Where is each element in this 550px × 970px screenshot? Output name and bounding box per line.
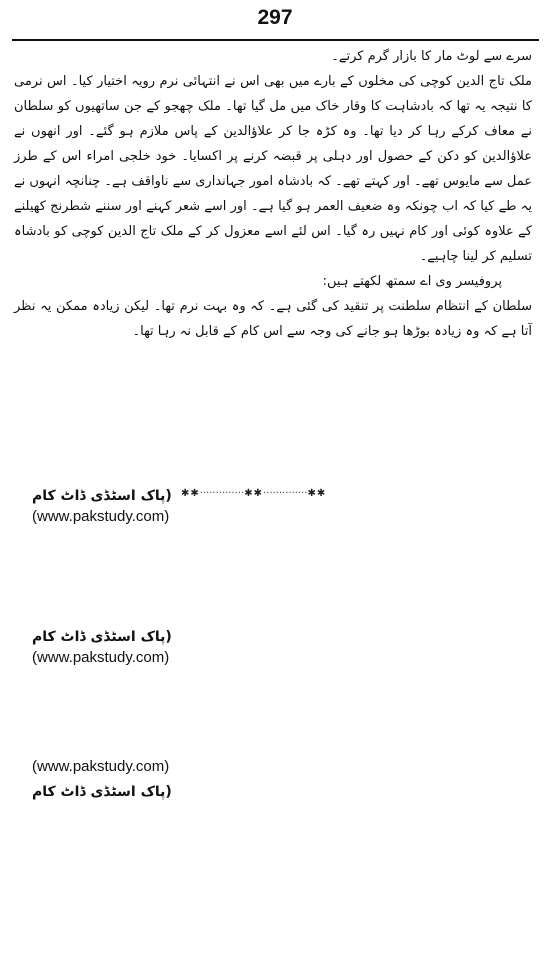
body-text: [14, 44, 532, 344]
footer-block-3: [32, 758, 452, 800]
site-url: (www.pakstudy.com): [32, 508, 170, 525]
site-name-urdu: (پاک اسٹڈی ڈاٹ کام: [32, 488, 172, 504]
paragraph-1: سرے سے لوٹ مار کا بازار گرم کرتے۔: [331, 49, 532, 64]
star-ornament: ✱✱: [180, 488, 200, 499]
quote-text: سلطان کے انتظام سلطنت پر تنقید کی گئی ہے۔ کہ وہ بہت نرم تھا۔ لیکن زیادہ ممکن یہ نظر آتا ہے کہ وہ زیادہ بوڑھا ہو جانے کی وجہ سے اس کام کے قابل نہ رہا تھا۔: [14, 299, 532, 339]
header-rule: [12, 39, 539, 41]
dot-leader: ··············: [199, 488, 245, 499]
site-name-urdu: (پاک اسٹڈی ڈاٹ کام: [32, 629, 172, 645]
quote-intro: پروفیسر وی اے سمتھ لکھتے ہیں:: [322, 274, 502, 289]
site-url: (www.pakstudy.com): [32, 758, 170, 775]
star-ornament-divider: [181, 488, 326, 499]
star-ornament: ✱✱: [307, 488, 327, 499]
footer-block-1: [32, 485, 452, 525]
site-url: (www.pakstudy.com): [32, 649, 170, 666]
star-ornament: ✱✱: [244, 488, 263, 499]
dot-leader: ··············: [262, 488, 308, 499]
paragraph-2: ملک تاج الدین کوچی کی مخلوں کے بارے میں بھی اس نے انتہائی نرم رویہ اختیار کیا۔ اس نرمی کا نتیجہ یہ تھا کہ بادشاہت کا وقار خاک میں مل گیا تھا۔ ملک چھجو کے جن ساتھیوں کو سلطان نے معاف کرکے رہا کر دیا تھا۔ وہ کڑہ جا کر علاؤالدین کے پاس ملازم ہو گئے۔ اور انھوں نے علاؤالدین کو دکن کے حصول اور دہلی پر قبضہ کرنے پر اکسایا۔ خود خلجی امراء اس کے طرز عمل سے مایوس تھے۔ اور کہتے تھے۔ کہ بادشاہ امور جہانداری سے ناواقف ہے۔ چنانچہ انہوں نے یہ طے کیا کہ اب چونکہ وہ ضعیف العمر ہو گیا ہے۔ اور اسے شعر کہنے اور سننے شطرنج کھیلنے کے علاوہ کوئی اور کام نہیں رہ گیا۔ اس لئے اسے معزول کر کے ملک تاج الدین کوچی کو بادشاہ تسلیم کر لینا چاہیے۔: [14, 74, 532, 264]
site-name-urdu: (پاک اسٹڈی ڈاٹ کام: [32, 784, 172, 800]
footer-block-2: [32, 626, 452, 666]
page-number: 297: [257, 6, 293, 29]
